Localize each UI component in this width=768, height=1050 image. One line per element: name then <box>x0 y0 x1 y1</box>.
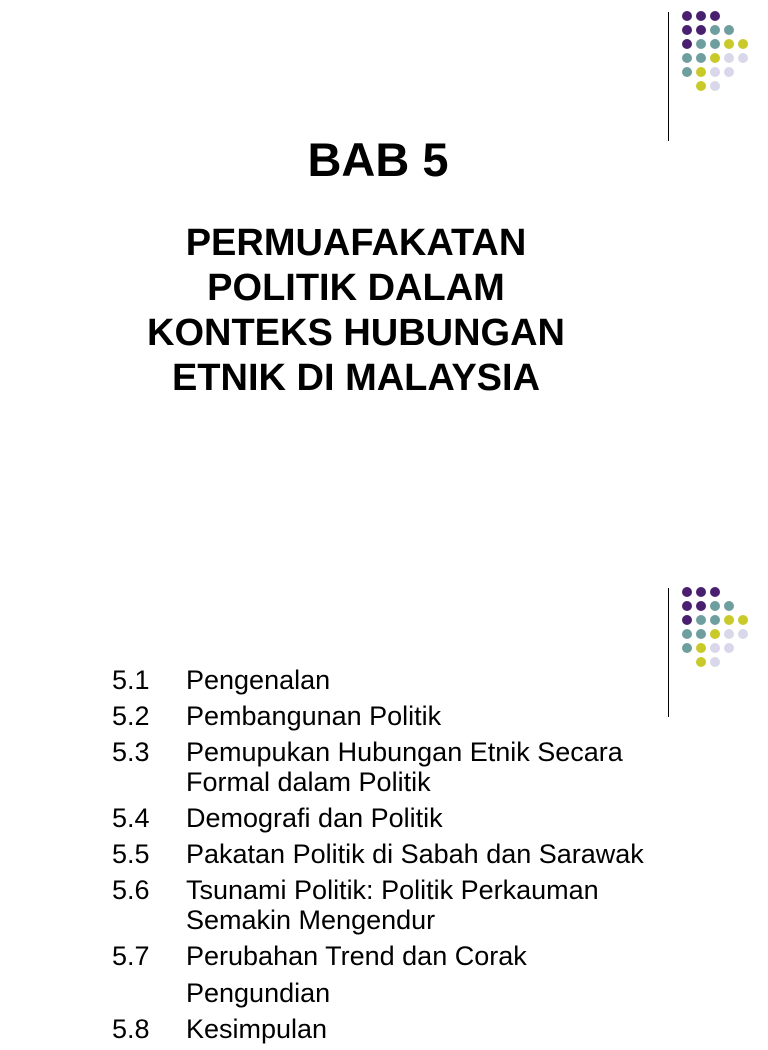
toc-item <box>112 665 752 695</box>
toc-number: 5.8 <box>112 1014 150 1044</box>
decoration-dot <box>696 81 706 91</box>
decoration-dot <box>696 11 706 21</box>
decoration-dot <box>724 39 734 49</box>
toc-label-line: Semakin Mengendur <box>186 905 436 935</box>
decoration-dot <box>710 11 720 21</box>
toc-item <box>112 701 752 731</box>
toc-label-line: Formal dalam Politik <box>186 767 431 797</box>
toc-item <box>112 1014 752 1044</box>
decoration-dot <box>738 629 748 639</box>
toc-item <box>112 941 752 1008</box>
decoration-dot <box>710 67 720 77</box>
toc-item <box>112 839 752 869</box>
toc-label-line: Pengundian <box>186 978 331 1008</box>
decoration-dot <box>724 67 734 77</box>
decoration-dot <box>738 615 748 625</box>
decoration-dot <box>724 643 734 653</box>
decoration-dot <box>724 629 734 639</box>
toc-label <box>186 839 752 869</box>
decoration-dot <box>696 25 706 35</box>
decoration-dot <box>710 601 720 611</box>
toc-label-line: Kesimpulan <box>186 1014 328 1044</box>
decoration-dot <box>696 615 706 625</box>
decoration-dot <box>710 39 720 49</box>
decoration-dot <box>682 11 692 21</box>
chapter-title: BAB 5 <box>307 133 449 186</box>
decoration-dot <box>696 39 706 49</box>
toc-label <box>186 701 752 731</box>
decoration-dot <box>682 25 692 35</box>
decoration-dot <box>710 629 720 639</box>
contents-slide <box>0 575 768 1044</box>
toc-label <box>186 875 752 935</box>
subtitle-line: ETNIK DI MALAYSIA <box>171 357 541 399</box>
decoration-dot <box>696 629 706 639</box>
decoration-dot <box>696 601 706 611</box>
subtitle-line: PERMUAFAKATAN <box>185 222 527 264</box>
decoration-dot <box>738 53 748 63</box>
toc-item <box>112 737 752 797</box>
toc-label-line: Pengenalan <box>186 665 331 695</box>
decoration-dot <box>682 601 692 611</box>
decoration-dot <box>696 643 706 653</box>
decoration-dot <box>724 615 734 625</box>
decoration-dot <box>724 25 734 35</box>
decoration-dot <box>710 615 720 625</box>
decoration-dot <box>696 53 706 63</box>
decoration-dot <box>710 587 720 597</box>
decoration-dot <box>696 587 706 597</box>
decoration-dot <box>710 643 720 653</box>
decoration-dot <box>682 629 692 639</box>
toc-label-line: Demografi dan Politik <box>186 803 443 833</box>
decoration-dot <box>710 81 720 91</box>
toc-item <box>112 803 752 833</box>
decoration-dot <box>738 39 748 49</box>
decoration-dot <box>710 25 720 35</box>
toc-number: 5.6 <box>112 875 150 905</box>
decoration-dot <box>724 53 734 63</box>
toc-label-line: Tsunami Politik: Politik Perkauman <box>186 875 599 905</box>
decoration-dot <box>710 53 720 63</box>
toc-label-line: Pakatan Politik di Sabah dan Sarawak <box>186 839 644 869</box>
toc-number: 5.4 <box>112 803 150 833</box>
toc-label-line: Perubahan Trend dan Corak <box>186 941 527 971</box>
decoration-dot <box>682 39 692 49</box>
toc-label <box>186 737 752 797</box>
toc-number: 5.7 <box>112 941 150 971</box>
toc-item <box>112 875 752 935</box>
toc-label-line: Pemupukan Hubungan Etnik Secara <box>186 737 623 767</box>
toc-label <box>186 803 752 833</box>
subtitle-line: KONTEKS HUBUNGAN <box>147 312 565 354</box>
toc-number: 5.2 <box>112 701 150 731</box>
table-of-contents <box>112 665 752 1050</box>
toc-label <box>186 1014 752 1044</box>
decoration-dot <box>682 643 692 653</box>
decoration-dot <box>682 67 692 77</box>
divider-line <box>668 12 669 141</box>
decoration-dot <box>696 67 706 77</box>
chapter-subtitle <box>100 221 612 401</box>
decoration-dot <box>724 601 734 611</box>
toc-number: 5.5 <box>112 839 150 869</box>
dot-grid-decoration-icon <box>682 11 762 121</box>
toc-number: 5.1 <box>112 665 150 695</box>
decoration-dot <box>682 53 692 63</box>
toc-label <box>186 665 752 695</box>
decoration-dot <box>682 587 692 597</box>
decoration-dot <box>682 615 692 625</box>
subtitle-line: POLITIK DALAM <box>207 267 505 309</box>
toc-label-line: Pembangunan Politik <box>186 701 442 731</box>
toc-number: 5.3 <box>112 737 150 767</box>
toc-label <box>186 941 752 1008</box>
